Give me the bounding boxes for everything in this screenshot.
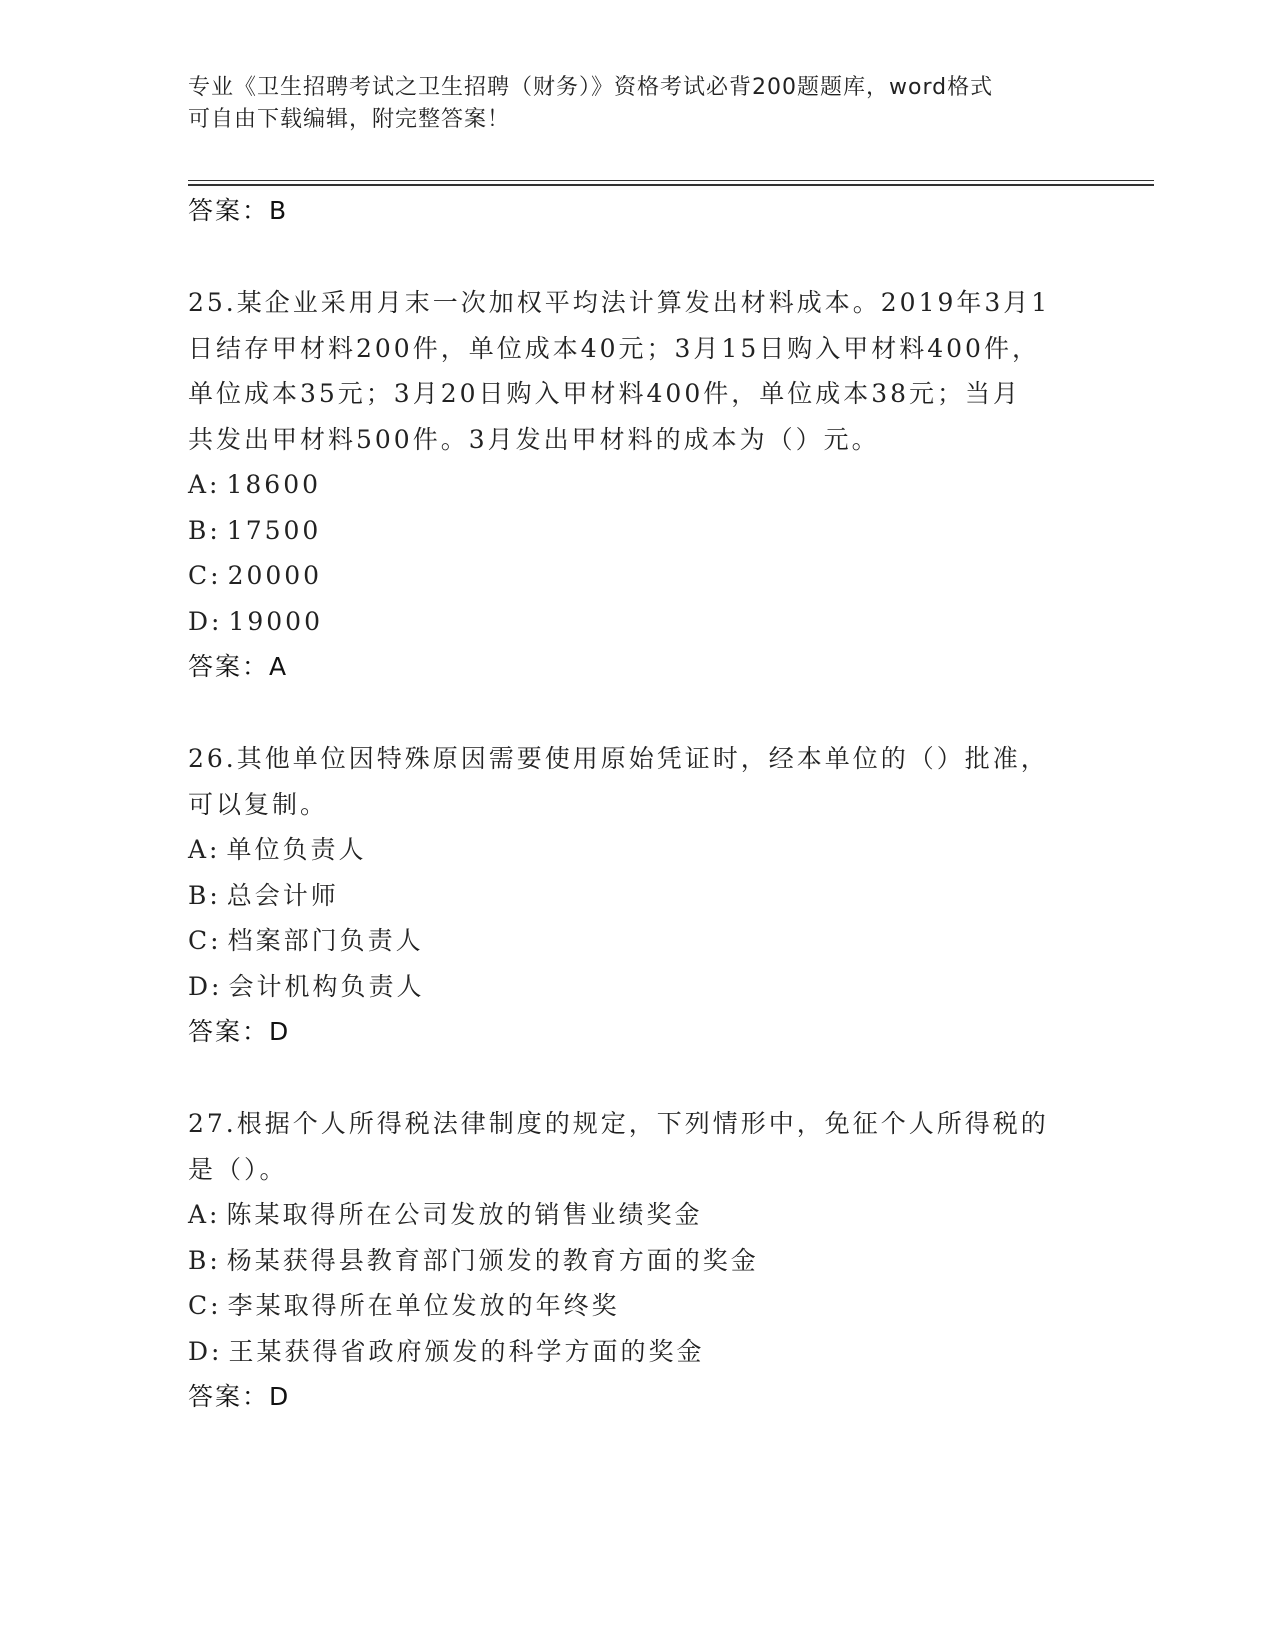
answer-value: D xyxy=(269,1017,290,1046)
option-text: 单位负责人 xyxy=(226,835,367,864)
option-b xyxy=(188,873,1088,919)
option-text: 档案部门负责人 xyxy=(227,926,424,955)
question-text xyxy=(188,736,1088,827)
question-26 xyxy=(188,736,1088,1055)
option-text: 陈某取得所在公司发放的销售业绩奖金 xyxy=(226,1200,703,1229)
option-c xyxy=(188,1283,1088,1329)
question-text xyxy=(188,1101,1088,1192)
answer-line xyxy=(188,1009,1088,1055)
header-line-2: 可自由下载编辑，附完整答案！ xyxy=(188,107,511,132)
option-d xyxy=(188,1329,1088,1375)
option-key: D: xyxy=(188,1336,223,1366)
option-key: C: xyxy=(188,926,222,955)
option-key: B: xyxy=(188,880,221,910)
option-key: D: xyxy=(188,971,223,1001)
option-a xyxy=(188,827,1088,873)
question-text-line: 27.根据个人所得税法律制度的规定，下列情形中，免征个人所得税的 xyxy=(188,1109,1049,1138)
option-key: A: xyxy=(188,1200,221,1229)
answer-value: A xyxy=(269,652,288,681)
question-text-line: 可以复制。 xyxy=(188,789,329,819)
option-text: 王某获得省政府颁发的科学方面的奖金 xyxy=(228,1336,705,1366)
option-key: D: xyxy=(188,606,223,636)
option-a xyxy=(188,1192,1088,1238)
document-header xyxy=(188,72,1088,136)
question-text-line: 单位成本35元；3月20日购入甲材料400件，单位成本38元；当月 xyxy=(188,379,1022,408)
option-a xyxy=(188,462,1088,508)
option-text: 李某取得所在单位发放的年终奖 xyxy=(227,1291,620,1320)
option-text: 17500 xyxy=(226,515,322,545)
question-text-line: 共发出甲材料500件。3月发出甲材料的成本为（）元。 xyxy=(188,424,880,454)
option-key: A: xyxy=(188,835,221,864)
answer-label: 答案： xyxy=(188,196,270,225)
option-key: A: xyxy=(188,470,221,499)
document-body xyxy=(188,188,1088,1420)
header-rule-thick xyxy=(188,184,1154,186)
question-text-line: 是（）。 xyxy=(188,1154,288,1184)
answer-value: D xyxy=(269,1382,290,1411)
answer-label: 答案： xyxy=(188,1017,270,1046)
question-text-line: 26.其他单位因特殊原因需要使用原始凭证时，经本单位的（）批准， xyxy=(188,744,1049,773)
option-c xyxy=(188,553,1088,599)
option-text: 20000 xyxy=(227,561,323,590)
question-25 xyxy=(188,280,1088,690)
option-c xyxy=(188,918,1088,964)
option-text: 杨某获得县教育部门颁发的教育方面的奖金 xyxy=(226,1245,759,1275)
option-b xyxy=(188,1238,1088,1284)
header-rule-thin xyxy=(188,180,1154,181)
option-key: C: xyxy=(188,561,222,590)
answer-label: 答案： xyxy=(188,1382,270,1411)
question-27 xyxy=(188,1101,1088,1420)
question-text-line: 25.某企业采用月末一次加权平均法计算发出材料成本。2019年3月1 xyxy=(188,288,1051,317)
option-text: 19000 xyxy=(228,606,323,636)
answer-line xyxy=(188,1374,1088,1420)
option-d xyxy=(188,964,1088,1010)
option-key: B: xyxy=(188,515,221,545)
question-text xyxy=(188,280,1088,462)
option-b xyxy=(188,508,1088,554)
header-line-1: 专业《卫生招聘考试之卫生招聘（财务）》资格考试必背200题题库，word格式 xyxy=(188,75,994,100)
answer-line xyxy=(188,188,1088,234)
option-text: 18600 xyxy=(226,470,322,499)
option-text: 总会计师 xyxy=(226,880,339,910)
option-key: B: xyxy=(188,1245,221,1275)
option-d xyxy=(188,599,1088,645)
answer-value: B xyxy=(269,196,288,225)
option-key: C: xyxy=(188,1291,222,1320)
question-text-line: 日结存甲材料200件，单位成本40元；3月15日购入甲材料400件， xyxy=(188,333,1040,363)
answer-label: 答案： xyxy=(188,652,270,681)
answer-line xyxy=(188,644,1088,690)
option-text: 会计机构负责人 xyxy=(228,971,425,1001)
